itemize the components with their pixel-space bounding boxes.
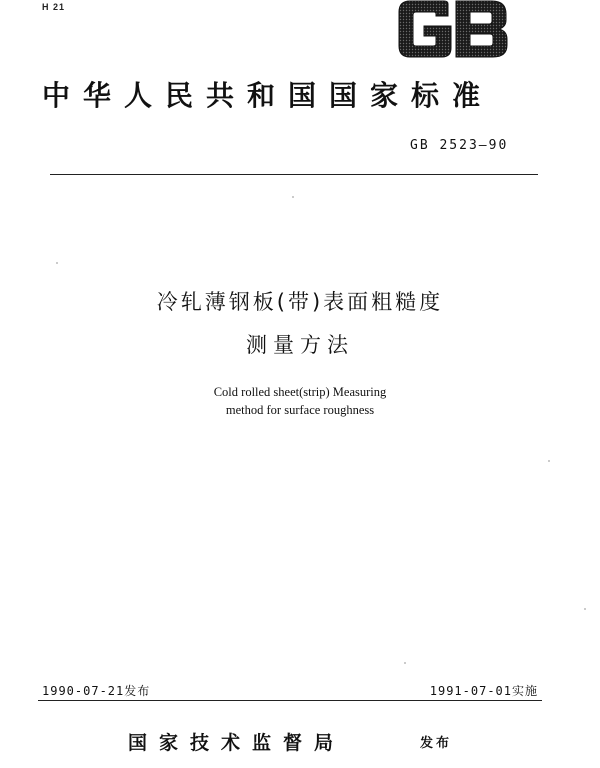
document-title-zh-line2: 测量方法: [246, 333, 354, 357]
header-divider: [50, 174, 538, 175]
national-standard-heading: 中华人民共和国国家标准: [42, 79, 494, 112]
issue-date: 1990-07-21发布: [42, 684, 151, 698]
scan-speck: [548, 460, 550, 462]
standard-number: GB 2523—90: [410, 138, 509, 153]
classification-code: H 21: [42, 2, 66, 12]
gb-logo: [396, 0, 510, 58]
document-title-en-line1: Cold rolled sheet(strip) Measuring: [213, 385, 387, 399]
scan-speck: [292, 196, 294, 198]
document-title-en-line2: method for surface roughness: [225, 403, 375, 417]
footer-divider: [38, 700, 542, 701]
implementation-date: 1991-07-01实施: [429, 684, 538, 698]
scan-speck: [584, 608, 586, 610]
issuing-action: 发布: [420, 736, 453, 751]
document-title-en: [0, 383, 600, 419]
issuing-authority: 国家技术监督局: [128, 732, 346, 754]
document-title-zh-line1: 冷轧薄钢板(带)表面粗糙度: [156, 290, 444, 314]
scan-speck: [56, 262, 58, 264]
scan-speck: [404, 662, 406, 664]
